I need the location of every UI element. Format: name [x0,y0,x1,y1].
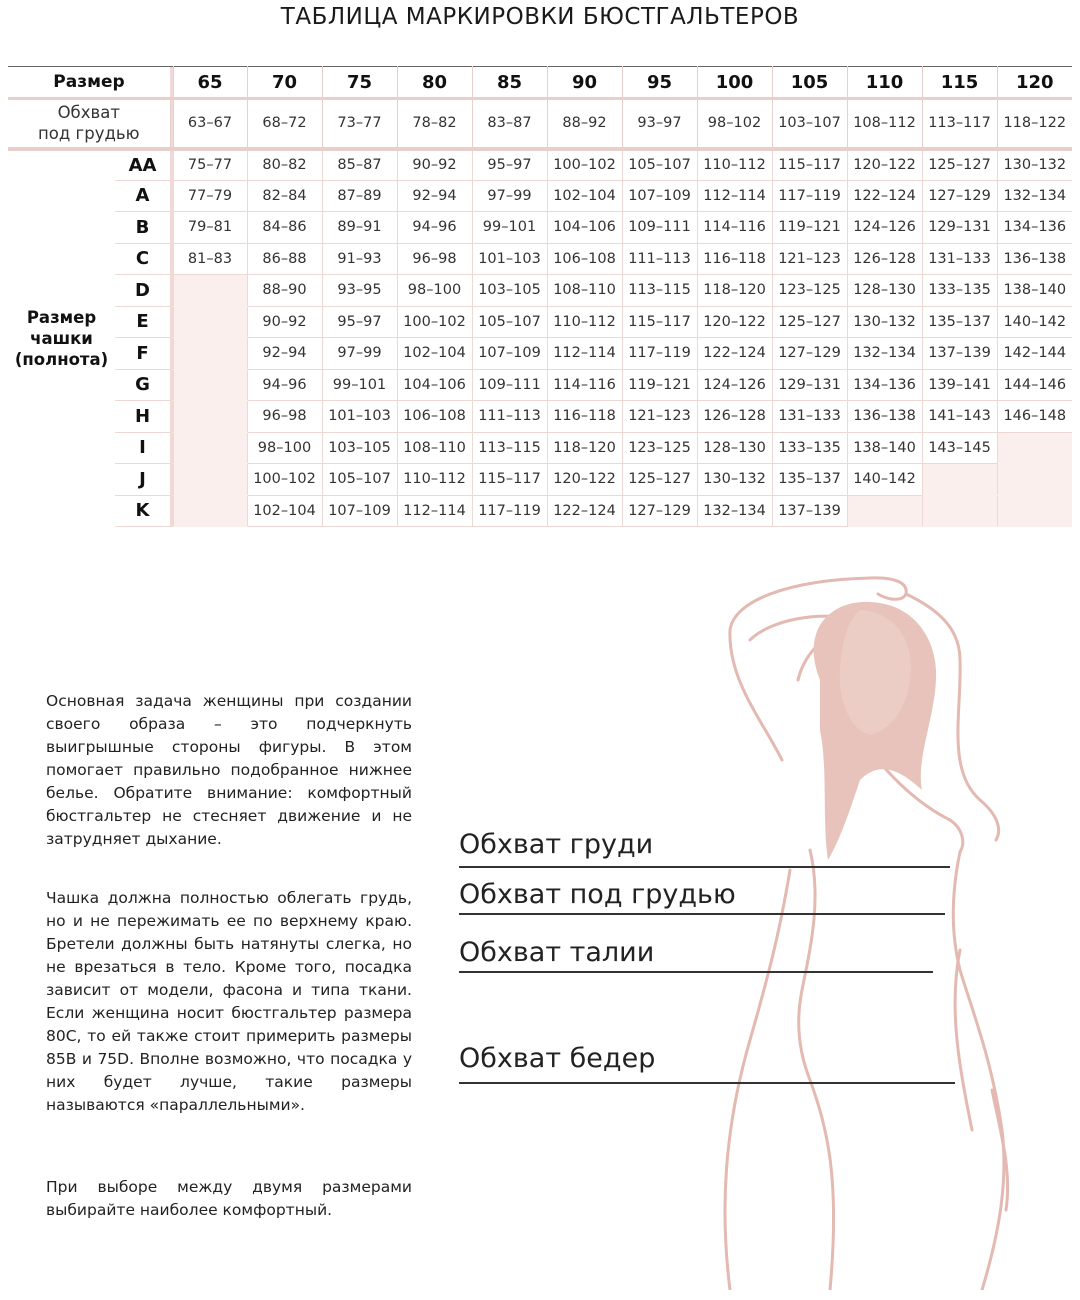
table-cell: 106–108 [397,401,472,433]
table-cell: 124–126 [847,212,922,244]
table-cell: 117–119 [622,338,697,370]
table-cell: 77–79 [173,180,247,212]
table-cell: 122–124 [847,180,922,212]
label-waist-girth: Обхват талии [459,937,655,968]
table-cell: 131–133 [772,401,847,433]
size-header-100: 100 [697,67,772,99]
table-cell: 113–115 [622,275,697,307]
underbust-value-95: 93–97 [622,99,697,149]
table-cell: 107–109 [622,180,697,212]
table-cell: 101–103 [322,401,397,433]
table-cell: 116–118 [697,243,772,275]
table-cell: 136–138 [997,243,1072,275]
table-row [8,464,1072,496]
table-cell: 107–109 [322,495,397,527]
table-cell: 140–142 [997,306,1072,338]
table-cell: 136–138 [847,401,922,433]
table-cell: 135–137 [772,464,847,496]
table-cell: 90–92 [247,306,322,338]
table-cell: 88–90 [247,275,322,307]
cup-label: G [115,369,170,401]
table-cell: 140–142 [847,464,922,496]
table-cell: 115–117 [472,464,547,496]
table-cell: 125–127 [772,306,847,338]
table-cell: 114–116 [547,369,622,401]
underbust-label [8,99,170,149]
table-row [8,212,1072,244]
table-cell: 125–127 [622,464,697,496]
table-cell: 146–148 [997,401,1072,433]
table-cell: 134–136 [847,369,922,401]
table-cell: 120–122 [547,464,622,496]
table-cell: 117–119 [772,180,847,212]
table-cell: 127–129 [622,495,697,527]
cup-label: A [115,180,170,212]
table-cell: 104–106 [547,212,622,244]
underbust-value-80: 78–82 [397,99,472,149]
size-header-120: 120 [997,67,1072,99]
page-title: ТАБЛИЦА МАРКИРОВКИ БЮСТГАЛЬТЕРОВ [280,4,800,30]
table-cell: 132–134 [997,180,1072,212]
underbust-label-line1: Обхват [57,103,120,123]
table-cell [997,432,1072,464]
size-label: Размер [8,67,170,99]
cup-label: B [115,212,170,244]
table-cell: 100–102 [397,306,472,338]
table-cell [922,464,997,496]
table-row [8,306,1072,338]
table-cell: 100–102 [547,149,622,181]
table-cell: 108–110 [397,432,472,464]
table-cell: 138–140 [997,275,1072,307]
table-cell: 130–132 [697,464,772,496]
table-cell: 127–129 [922,180,997,212]
table-cell: 110–112 [697,149,772,181]
table-cell: 105–107 [622,149,697,181]
underbust-value-75: 73–77 [322,99,397,149]
size-header-95: 95 [622,67,697,99]
underbust-value-115: 113–117 [922,99,997,149]
paragraph-cup-fit: Чашка должна полностью облегать грудь, но и не пережимать ее по верхнему краю. Бретели должны быть натянуты слегка, но не врезаться в тело. Кроме того, посадка зависит от модели, фасона и типа ткани. Если женщина носит бюстгальтер размера 80C, то ей также стоит примерить размеры 85B и 75D. Вполне возможно, что посадка у них будет лучше, такие размеры называются «параллельными». [46,889,412,1114]
size-header-90: 90 [547,67,622,99]
table-cell: 130–132 [997,149,1072,181]
table-cell: 85–87 [322,149,397,181]
table-cell: 94–96 [397,212,472,244]
hip-line [459,1082,955,1084]
table-cell: 110–112 [397,464,472,496]
table-row [8,495,1072,527]
table-cell: 132–134 [697,495,772,527]
table-cell: 103–105 [472,275,547,307]
table-cell: 106–108 [547,243,622,275]
label-underbust-girth: Обхват под грудью [459,879,736,910]
table-cell: 100–102 [247,464,322,496]
table-cell: 112–114 [697,180,772,212]
underbust-label-line2: под грудью [38,124,140,144]
table-cell: 137–139 [922,338,997,370]
cup-group-label-line: чашки [30,329,93,348]
table-cell: 121–123 [772,243,847,275]
cup-label: F [115,338,170,370]
table-cell: 119–121 [772,212,847,244]
table-cell: 90–92 [397,149,472,181]
table-cell: 126–128 [697,401,772,433]
table-row [8,275,1072,307]
table-row [8,369,1072,401]
table-cell: 131–133 [922,243,997,275]
cup-group-label-line: (полнота) [14,350,109,369]
paragraph-choose-comfortable: При выборе между двумя размерами выбирайте наиболее комфортный. [46,1178,412,1219]
table-cell: 133–135 [922,275,997,307]
underbust-value-110: 108–112 [847,99,922,149]
table-cell: 109–111 [472,369,547,401]
table-cell [173,275,247,307]
underbust-value-65: 63–67 [173,99,247,149]
table-cell: 93–95 [322,275,397,307]
table-cell: 84–86 [247,212,322,244]
size-table [8,66,1072,527]
table-cell: 117–119 [472,495,547,527]
table-cell: 135–137 [922,306,997,338]
table-cell: 118–120 [697,275,772,307]
table-cell: 112–114 [397,495,472,527]
table-cell [173,432,247,464]
table-cell: 123–125 [622,432,697,464]
table-cell [173,369,247,401]
table-cell: 115–117 [772,149,847,181]
size-header-110: 110 [847,67,922,99]
table-cell: 99–101 [472,212,547,244]
table-cell [922,495,997,527]
size-header-80: 80 [397,67,472,99]
table-cell: 103–105 [322,432,397,464]
underbust-value-105: 103–107 [772,99,847,149]
bust-line [459,866,950,868]
label-hip-girth: Обхват бедер [459,1043,656,1074]
table-cell: 101–103 [472,243,547,275]
cup-label: J [115,464,170,496]
table-cell [173,306,247,338]
table-cell: 118–120 [547,432,622,464]
table-cell: 127–129 [772,338,847,370]
table-cell: 124–126 [697,369,772,401]
table-cell: 110–112 [547,306,622,338]
table-cell: 95–97 [472,149,547,181]
table-cell: 137–139 [772,495,847,527]
table-cell: 130–132 [847,306,922,338]
cup-label: E [115,306,170,338]
size-header-75: 75 [322,67,397,99]
table-cell: 134–136 [997,212,1072,244]
table-row [8,432,1072,464]
cup-label: K [115,495,170,527]
table-cell: 86–88 [247,243,322,275]
label-bust-girth: Обхват груди [459,829,654,860]
table-cell: 98–100 [397,275,472,307]
table-cell: 82–84 [247,180,322,212]
table-cell: 98–100 [247,432,322,464]
table-cell: 119–121 [622,369,697,401]
table-cell: 104–106 [397,369,472,401]
table-cell [173,401,247,433]
cup-label: C [115,243,170,275]
table-cell: 96–98 [247,401,322,433]
table-cell: 105–107 [472,306,547,338]
table-cell [997,495,1072,527]
table-cell: 122–124 [547,495,622,527]
size-header-70: 70 [247,67,322,99]
underbust-value-70: 68–72 [247,99,322,149]
cup-label: D [115,275,170,307]
table-cell: 108–110 [547,275,622,307]
table-cell: 89–91 [322,212,397,244]
paragraph-main-task: Основная задача женщины при создании своего образа – это подчеркнуть выигрышные стороны фигуры. В этом помогает правильно подобранное нижнее белье. Обратите внимание: комфортный бюстгальтер не стесняет движение и не затрудняет дыхание. [46,692,412,848]
size-header-85: 85 [472,67,547,99]
cup-label: I [115,432,170,464]
table-cell: 113–115 [472,432,547,464]
table-cell: 116–118 [547,401,622,433]
underbust-line [459,913,945,915]
waist-line [459,971,933,973]
size-header-65: 65 [173,67,247,99]
underbust-value-120: 118–122 [997,99,1072,149]
table-cell: 120–122 [697,306,772,338]
table-cell: 102–104 [247,495,322,527]
table-cell: 121–123 [622,401,697,433]
table-cell: 112–114 [547,338,622,370]
cup-label: H [115,401,170,433]
table-cell: 87–89 [322,180,397,212]
table-cell: 75–77 [173,149,247,181]
table-cell: 96–98 [397,243,472,275]
size-header-row [8,67,1072,99]
table-cell: 105–107 [322,464,397,496]
table-row [8,243,1072,275]
table-cell: 129–131 [772,369,847,401]
table-cell: 144–146 [997,369,1072,401]
table-cell: 80–82 [247,149,322,181]
table-cell: 139–141 [922,369,997,401]
table-row [8,180,1072,212]
cup-size-group-label [8,149,115,527]
table-row [8,149,1072,181]
table-cell: 129–131 [922,212,997,244]
table-cell: 122–124 [697,338,772,370]
table-cell: 102–104 [547,180,622,212]
table-cell: 133–135 [772,432,847,464]
underbust-value-100: 98–102 [697,99,772,149]
table-cell: 111–113 [472,401,547,433]
table-cell: 102–104 [397,338,472,370]
cup-label: AA [115,149,170,181]
table-cell: 109–111 [622,212,697,244]
table-cell: 120–122 [847,149,922,181]
underbust-value-85: 83–87 [472,99,547,149]
table-cell: 111–113 [622,243,697,275]
table-cell: 142–144 [997,338,1072,370]
table-cell: 141–143 [922,401,997,433]
table-cell [847,495,922,527]
table-cell [173,495,247,527]
table-cell: 79–81 [173,212,247,244]
size-header-115: 115 [922,67,997,99]
table-cell: 115–117 [622,306,697,338]
table-cell: 81–83 [173,243,247,275]
underbust-value-90: 88–92 [547,99,622,149]
table-cell: 143–145 [922,432,997,464]
table-cell: 125–127 [922,149,997,181]
table-cell: 94–96 [247,369,322,401]
table-row [8,401,1072,433]
table-cell: 138–140 [847,432,922,464]
table-cell: 97–99 [322,338,397,370]
table-cell: 123–125 [772,275,847,307]
cup-group-label-line: Размер [26,308,97,327]
table-cell [173,464,247,496]
table-cell: 107–109 [472,338,547,370]
table-cell: 97–99 [472,180,547,212]
table-cell [173,338,247,370]
table-cell: 99–101 [322,369,397,401]
table-row [8,338,1072,370]
woman-figure-illustration [710,570,1030,1290]
table-cell: 95–97 [322,306,397,338]
table-cell: 92–94 [397,180,472,212]
size-header-105: 105 [772,67,847,99]
table-cell [997,464,1072,496]
underbust-row [8,99,1072,149]
table-cell: 128–130 [847,275,922,307]
table-cell: 91–93 [322,243,397,275]
table-cell: 132–134 [847,338,922,370]
table-cell: 126–128 [847,243,922,275]
table-cell: 114–116 [697,212,772,244]
table-cell: 128–130 [697,432,772,464]
table-cell: 92–94 [247,338,322,370]
